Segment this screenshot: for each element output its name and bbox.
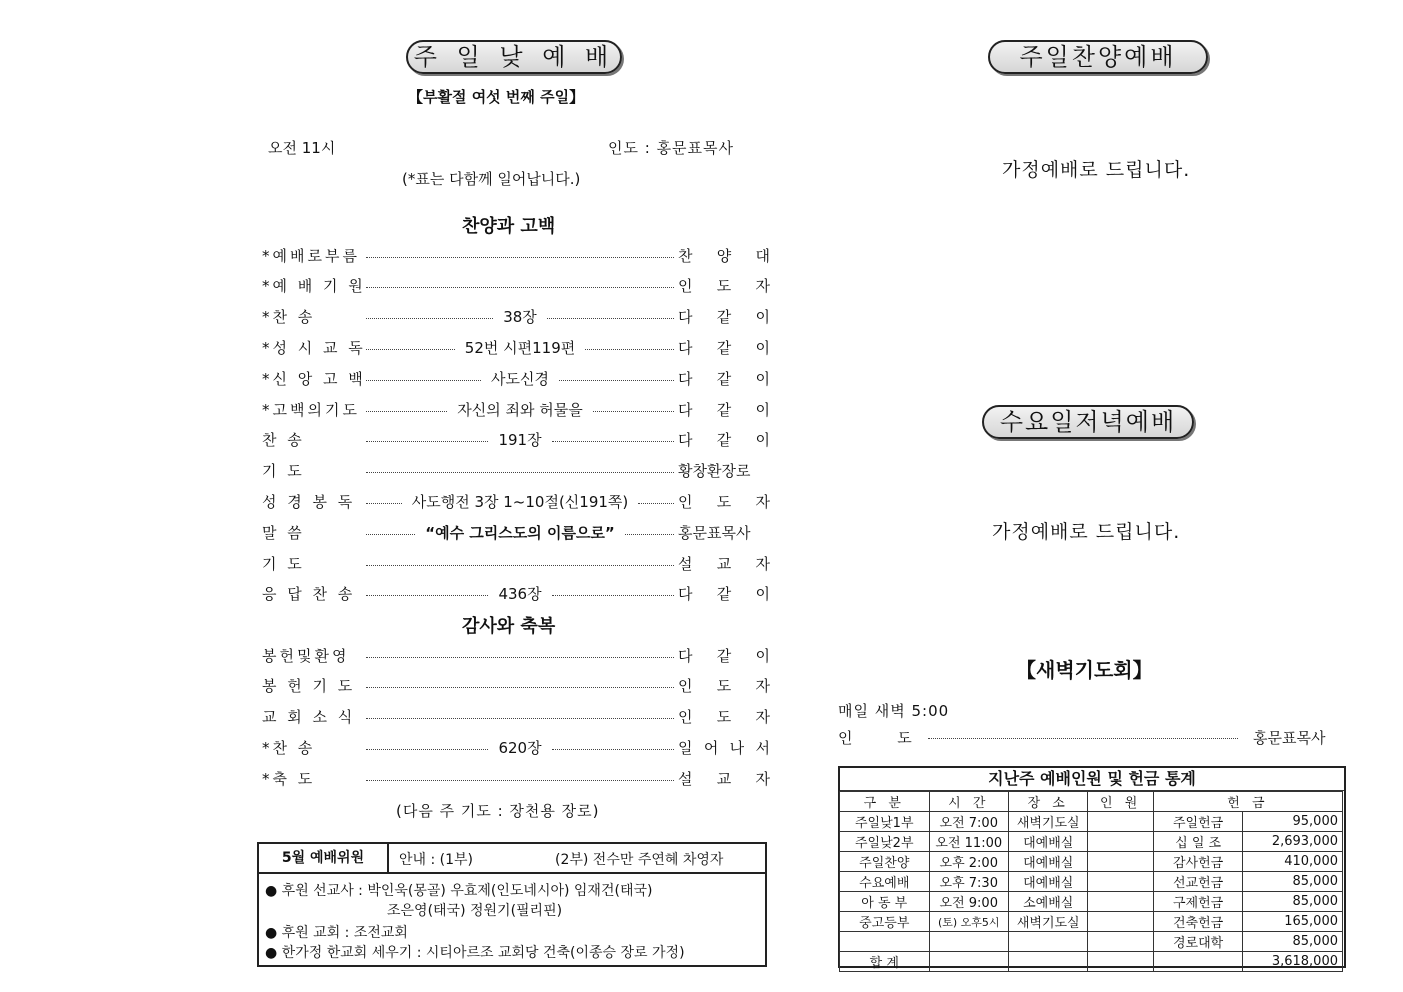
order-responsible: 일 어 나 서 (678, 738, 770, 757)
section-thanks-blessing: 감사와 축복 (462, 616, 556, 637)
order-row (262, 336, 770, 358)
order-label: 성 경 봉 독 (262, 492, 356, 511)
order-detail: 436장 (498, 585, 542, 604)
order-responsible: 인 도 자 (678, 277, 770, 296)
stats-cell: 오전 7:00 (929, 812, 1008, 832)
stats-header-row (840, 792, 1343, 812)
service-time: 오전 11시 (268, 139, 336, 157)
stats-row (840, 832, 1343, 852)
order-label: *예배로부름 (262, 246, 360, 265)
leader-dots (547, 318, 674, 319)
order-row (262, 644, 770, 666)
leader-dots (366, 411, 447, 412)
order-label: 기 도 (262, 554, 305, 573)
stats-box (838, 766, 1346, 971)
leader-dots (366, 687, 674, 688)
stats-cell: 경로대학 (1153, 932, 1243, 952)
stats-header-cell: 헌 금 (1153, 792, 1342, 812)
leader-dots (559, 380, 674, 381)
stats-cell: 주일헌금 (1153, 812, 1243, 832)
stats-cell: (토) 오후5시 (929, 912, 1008, 932)
leader-dots (366, 257, 674, 258)
order-label: 교 회 소 식 (262, 708, 356, 727)
leader-dots (625, 534, 674, 535)
stats-header-cell: 장 소 (1009, 792, 1088, 812)
order-row (262, 306, 770, 328)
standing-note: (*표는 다함께 일어납니다.) (402, 170, 581, 188)
order-responsible: 다 같 이 (678, 646, 770, 665)
stats-header-cell: 인 원 (1088, 792, 1153, 812)
order-row (262, 244, 770, 266)
praise-service-text: 가정예배로 드립니다. (1002, 159, 1191, 181)
leader-dots (593, 411, 674, 412)
stats-cell: 새벽기도실 (1009, 912, 1088, 932)
leader-dots (552, 595, 674, 596)
stats-table (839, 791, 1343, 972)
stats-cell (1088, 892, 1153, 912)
stats-cell: 대예배실 (1009, 872, 1088, 892)
stats-cell (1009, 932, 1088, 952)
stats-cell: 85,000 (1243, 892, 1343, 912)
stats-row (840, 912, 1343, 932)
wednesday-service-title: 수요일저녁예배 (982, 405, 1194, 439)
order-responsible: 홍문표목사 (678, 523, 751, 542)
next-week-prayer: (다음 주 기도 : 장천용 장로) (396, 802, 600, 820)
order-row (262, 736, 770, 758)
stats-row (840, 852, 1343, 872)
stats-row (840, 932, 1343, 952)
order-responsible: 설 교 자 (678, 554, 770, 573)
leader-dots (366, 657, 674, 658)
order-row (262, 490, 770, 512)
stats-cell: 새벽기도실 (1009, 812, 1088, 832)
order-detail: 191장 (498, 431, 542, 450)
order-row (262, 367, 770, 389)
main-service-title: 주 일 낮 예 배 (406, 40, 622, 74)
order-responsible: 인 도 자 (678, 677, 770, 696)
praise-service-title: 주일찬양예배 (988, 40, 1208, 74)
committee-title: 5월 예배위원 (259, 844, 389, 872)
order-responsible: 설 교 자 (678, 769, 770, 788)
leader-dots (366, 349, 455, 350)
order-detail: 38장 (503, 308, 537, 327)
guide-first: 안내 : (1부) (399, 852, 474, 868)
order-responsible: 인 도 자 (678, 492, 771, 511)
leader-dots (366, 318, 493, 319)
stats-cell (1088, 932, 1153, 952)
stats-cell: 주일낮1부 (840, 812, 930, 832)
order-row (262, 583, 770, 605)
stats-cell: 95,000 (1243, 812, 1343, 832)
missionary-line-2: 조은영(태국) 정원기(필리핀) (387, 903, 563, 919)
stats-row (840, 812, 1343, 832)
leader-dots (366, 749, 488, 750)
order-detail: 52번 시편119편 (464, 338, 576, 357)
stats-cell: 감사헌금 (1153, 852, 1243, 872)
leader-dots (366, 472, 674, 473)
order-row (262, 675, 770, 697)
dawn-leader-label: 인 도 (838, 729, 912, 747)
order-label: *성 시 교 독 (262, 338, 366, 357)
stats-title: 지난주 예배인원 및 헌금 통계 (840, 768, 1344, 791)
committee-box (257, 842, 767, 967)
leader-dots (552, 749, 674, 750)
stats-cell: 선교헌금 (1153, 872, 1243, 892)
stats-cell (1088, 872, 1153, 892)
stats-cell (1088, 952, 1153, 972)
leader-dots (366, 503, 402, 504)
leader-dots (638, 503, 674, 504)
order-label: *신 앙 고 백 (262, 369, 366, 388)
leader-dots (552, 441, 674, 442)
stats-cell: 오후 2:00 (929, 852, 1008, 872)
stats-cell: 소예배실 (1009, 892, 1088, 912)
stats-row (840, 872, 1343, 892)
leader-dots (366, 595, 488, 596)
church-planting-line: ● 한가정 한교회 세우기 : 시티아르조 교회당 건축(이종승 장로 가정) (265, 945, 685, 961)
stats-cell: 구제헌금 (1153, 892, 1243, 912)
stats-row (840, 952, 1343, 972)
stats-cell: 85,000 (1243, 872, 1343, 892)
stats-cell: 오후 7:30 (929, 872, 1008, 892)
order-responsible: 다 같 이 (678, 431, 770, 450)
service-subtitle: 【부활절 여섯 번째 주일】 (408, 88, 585, 106)
missionary-line: ● 후원 선교사 : 박인욱(몽골) 우효제(인도네시아) 임재건(태국) (265, 883, 653, 899)
guide-second: (2부) 전수만 주연혜 차영자 (555, 852, 724, 868)
stats-cell: 165,000 (1243, 912, 1343, 932)
order-row (262, 398, 770, 420)
order-responsible: 인 도 자 (678, 708, 770, 727)
stats-cell: 합 계 (840, 952, 930, 972)
leader-dots (366, 534, 415, 535)
dawn-leader-name: 홍문표목사 (1253, 729, 1326, 747)
stats-header-cell: 구 분 (840, 792, 930, 812)
stats-cell: 3,618,000 (1243, 952, 1343, 972)
order-label: 봉헌및환영 (262, 646, 350, 665)
support-church-line: ● 후원 교회 : 조전교회 (265, 925, 408, 941)
order-detail: 620장 (498, 738, 542, 757)
order-row (262, 767, 770, 789)
stats-cell (1088, 912, 1153, 932)
stats-cell: 아 동 부 (840, 892, 930, 912)
stats-cell: 수요예배 (840, 872, 930, 892)
stats-cell (1088, 852, 1153, 872)
stats-cell: 410,000 (1243, 852, 1343, 872)
order-label: *고백의기도 (262, 400, 360, 419)
stats-cell (840, 932, 930, 952)
order-row (262, 275, 770, 297)
leader-dots (366, 718, 674, 719)
order-detail: “예수 그리스도의 이름으로” (425, 523, 615, 542)
order-label: *예 배 기 원 (262, 277, 366, 296)
order-label: *축 도 (262, 769, 316, 788)
stats-cell (1088, 832, 1153, 852)
order-detail: 사도신경 (491, 369, 549, 388)
stats-cell (1153, 952, 1243, 972)
stats-cell: 대예배실 (1009, 852, 1088, 872)
order-detail: 사도행전 3장 1~10절(신191쪽) (411, 492, 629, 511)
stats-cell (1009, 952, 1088, 972)
stats-cell (1088, 812, 1153, 832)
order-responsible: 다 같 이 (678, 585, 770, 604)
order-responsible: 다 같 이 (678, 308, 771, 327)
order-label: *찬 송 (262, 738, 316, 757)
order-label: 기 도 (262, 462, 305, 481)
order-responsible: 황창환장로 (678, 462, 751, 481)
order-detail: 자신의 죄와 허물을 (457, 400, 583, 419)
service-leader: 인도 : 홍문표목사 (608, 139, 735, 157)
order-responsible: 찬 양 대 (678, 246, 770, 265)
leader-dots (366, 287, 674, 288)
stats-cell: 십 일 조 (1153, 832, 1243, 852)
stats-row (840, 892, 1343, 912)
stats-cell: 대예배실 (1009, 832, 1088, 852)
stats-cell: 주일찬양 (840, 852, 930, 872)
stats-cell: 오전 9:00 (929, 892, 1008, 912)
order-label: *찬 송 (262, 308, 316, 327)
stats-header-cell: 시 간 (929, 792, 1008, 812)
section-praise-confession: 찬양과 고백 (462, 216, 556, 237)
stats-cell: 건축헌금 (1153, 912, 1243, 932)
dawn-prayer-time: 매일 새벽 5:00 (838, 702, 950, 720)
order-row (262, 706, 770, 728)
stats-cell (929, 932, 1008, 952)
leader-dots (366, 380, 481, 381)
dawn-prayer-title: 【새벽기도회】 (1016, 658, 1153, 682)
wednesday-service-text: 가정예배로 드립니다. (992, 521, 1181, 543)
order-label: 봉 헌 기 도 (262, 677, 356, 696)
stats-cell (929, 952, 1008, 972)
order-label: 응 답 찬 송 (262, 585, 356, 604)
leader-dots (366, 441, 488, 442)
order-row (262, 460, 770, 482)
order-responsible: 다 같 이 (678, 369, 770, 388)
order-label: 말 씀 (262, 523, 305, 542)
stats-cell: 2,693,000 (1243, 832, 1343, 852)
stats-cell: 85,000 (1243, 932, 1343, 952)
leader-dots (585, 349, 674, 350)
order-label: 찬 송 (262, 431, 305, 450)
stats-cell: 중고등부 (840, 912, 930, 932)
leader-dots (366, 565, 674, 566)
order-responsible: 다 같 이 (678, 400, 770, 419)
stats-cell: 오전 11:00 (929, 832, 1008, 852)
leader-dots (366, 780, 674, 781)
stats-cell: 주일낮2부 (840, 832, 930, 852)
dawn-leader-dots (928, 738, 1238, 739)
order-row (262, 429, 770, 451)
order-row (262, 521, 770, 543)
order-row (262, 552, 770, 574)
order-responsible: 다 같 이 (678, 338, 771, 357)
